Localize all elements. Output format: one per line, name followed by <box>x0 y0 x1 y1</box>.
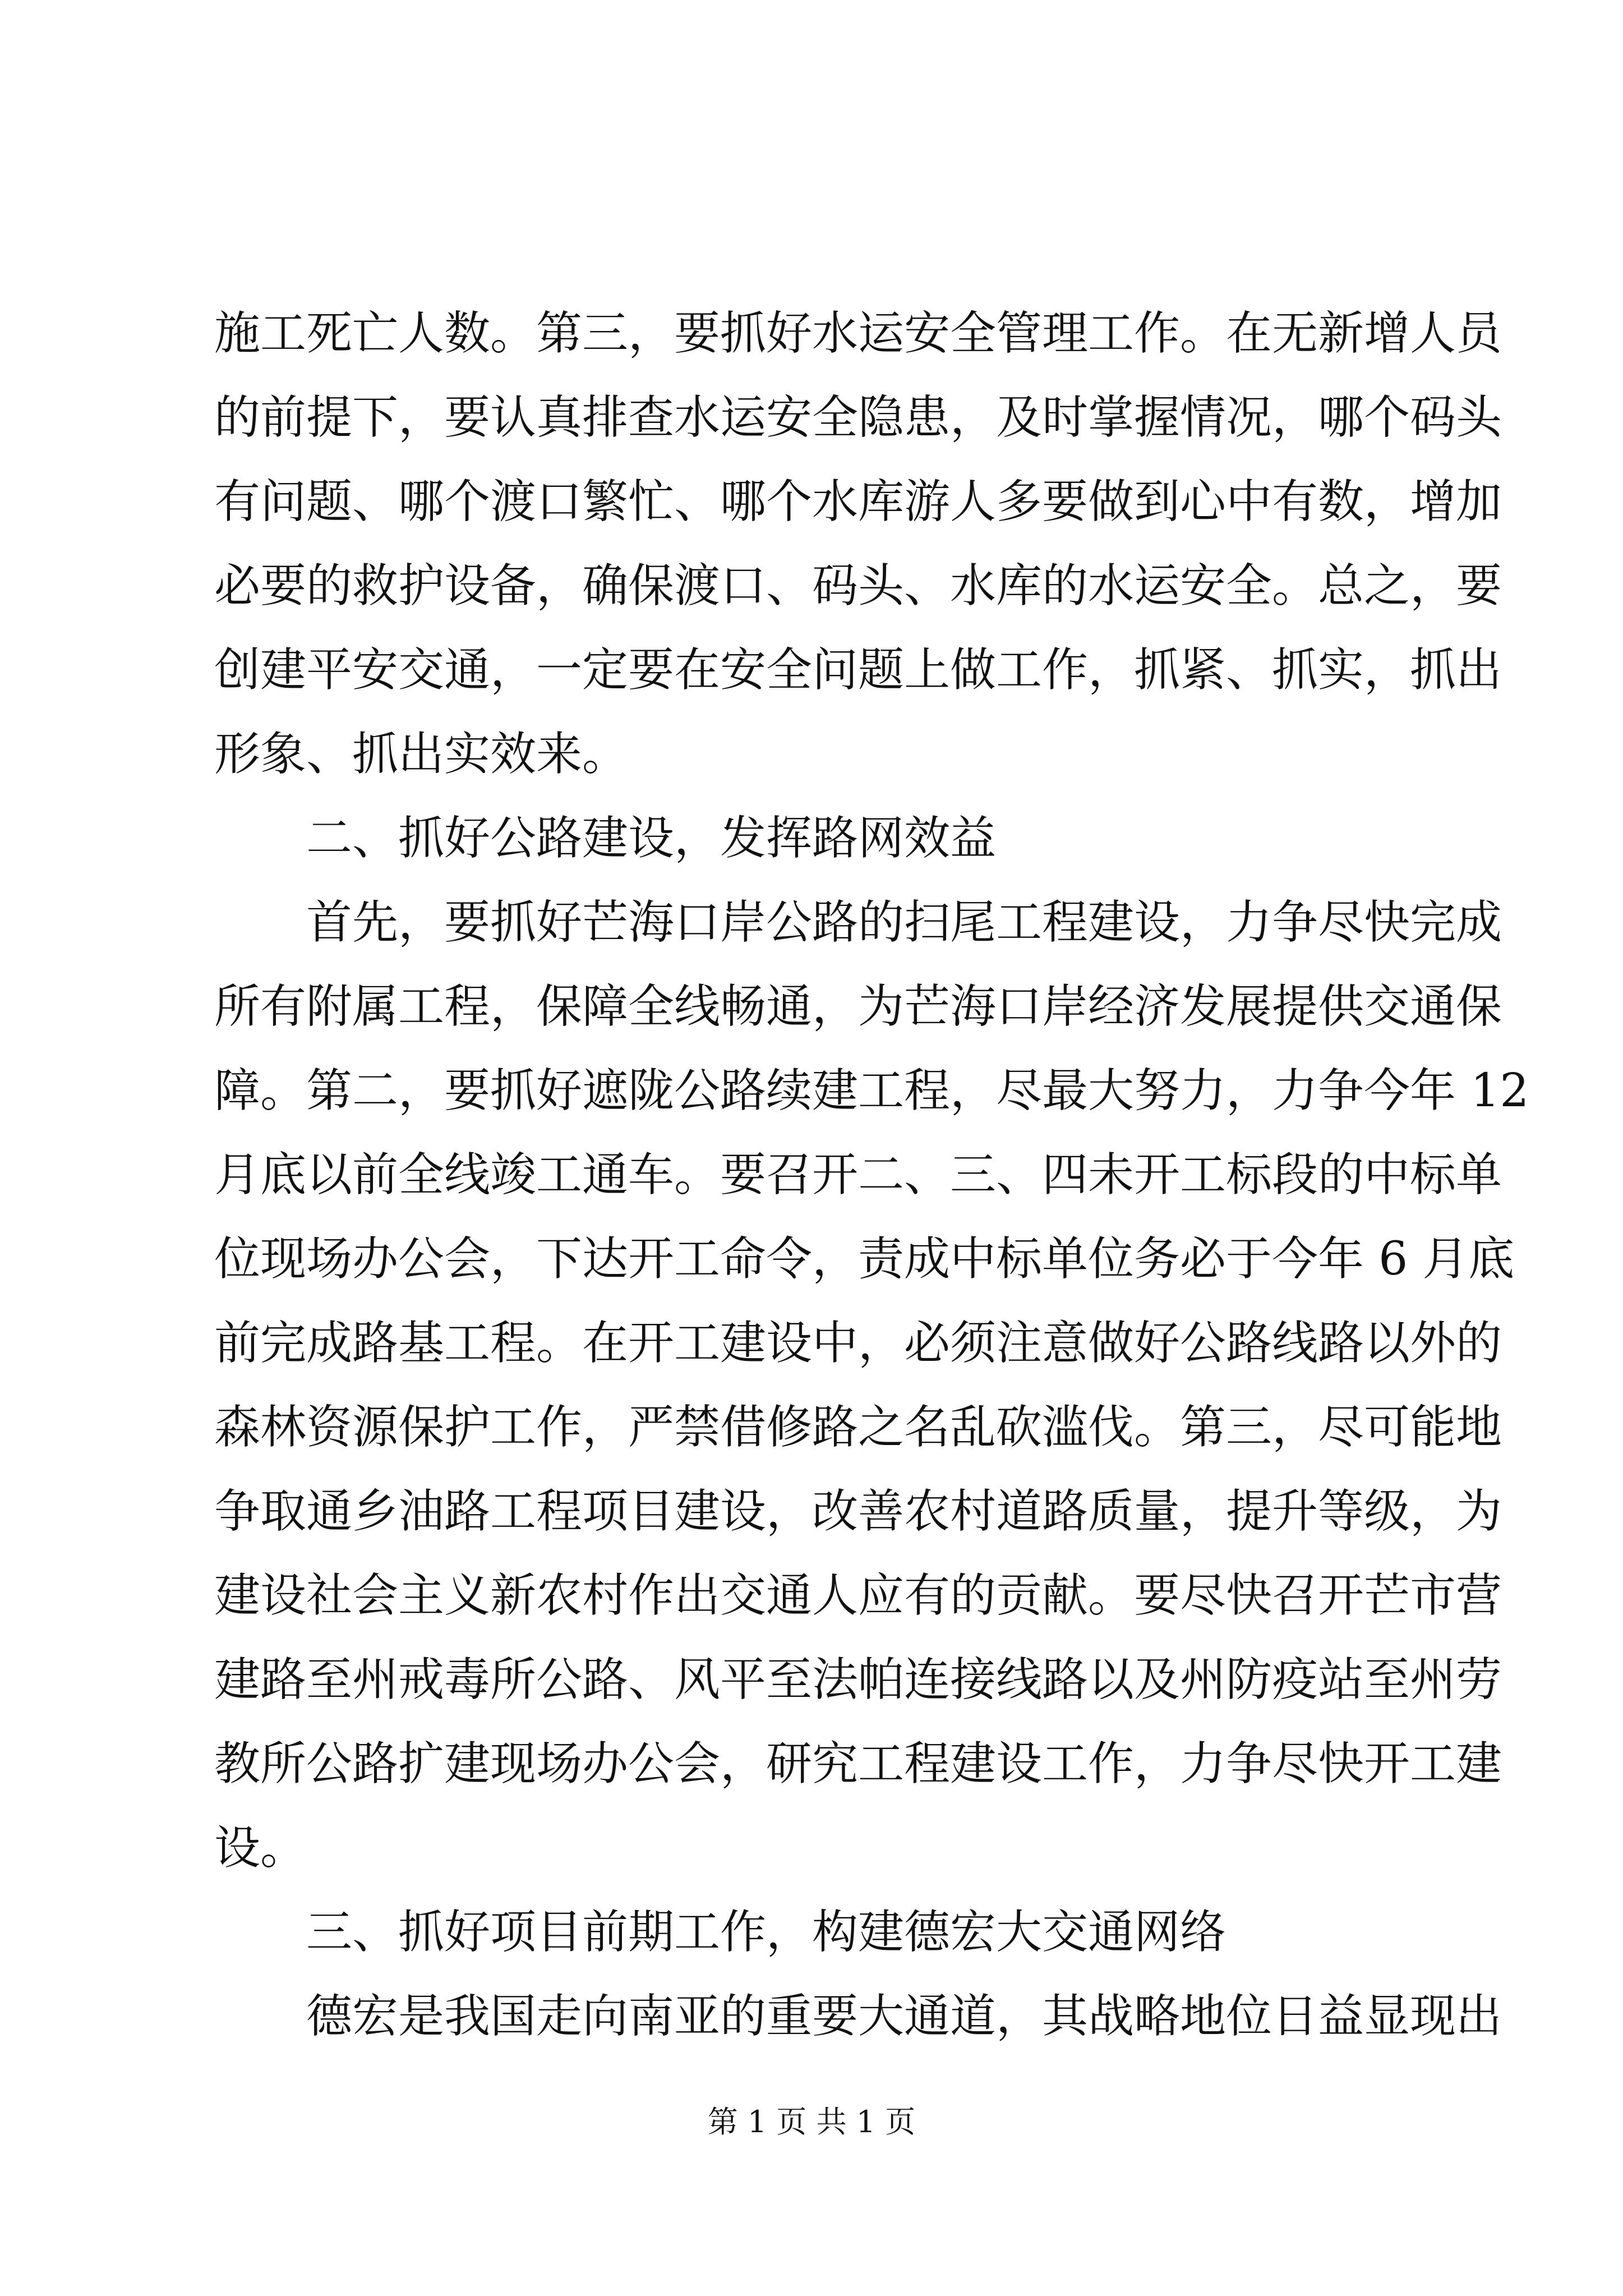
body-line: 设。 <box>214 1821 307 1875</box>
section-heading: 三、抓好项目前期工作，构建德宏大交通网络 <box>306 1906 1227 1959</box>
body-line: 前完成路基工程。在开工建设中，必须注意做好公路线路以外的 <box>214 1317 1502 1370</box>
body-line: 施工死亡人数。第三，要抓好水运安全管理工作。在无新增人员 <box>214 307 1502 360</box>
body-line: 建设社会主义新农村作出交通人应有的贡献。要尽快召开芒市营 <box>214 1569 1502 1622</box>
body-line: 的前提下，要认真排查水运安全隐患，及时掌握情况，哪个码头 <box>214 391 1502 444</box>
body-line: 德宏是我国走向南亚的重要大通道，其战略地位日益显现出 <box>306 1990 1502 2043</box>
page-number-footer: 第 1 页 共 1 页 <box>707 2104 916 2139</box>
body-line: 森林资源保护工作，严禁借修路之名乱砍滥伐。第三，尽可能地 <box>214 1401 1502 1454</box>
body-line: 位现场办公会，下达开工命令，责成中标单位务必于今年 6 月底 <box>214 1232 1515 1286</box>
body-line: 教所公路扩建现场办公会，研究工程建设工作，力争尽快开工建 <box>214 1737 1502 1791</box>
body-line: 创建平安交通，一定要在安全问题上做工作，抓紧、抓实，抓出 <box>214 643 1502 697</box>
body-line: 争取通乡油路工程项目建设，改善农村道路质量，提升等级，为 <box>214 1485 1502 1538</box>
body-line: 月底以前全线竣工通车。要召开二、三、四未开工标段的中标单 <box>214 1148 1502 1202</box>
body-line: 障。第二，要抓好遮陇公路续建工程，尽最大努力，力争今年 12 <box>214 1064 1529 1117</box>
body-line: 首先，要抓好芒海口岸公路的扫尾工程建设，力争尽快完成 <box>306 896 1502 949</box>
body-line: 形象、抓出实效来。 <box>214 728 629 781</box>
body-line: 所有附属工程，保障全线畅通，为芒海口岸经济发展提供交通保 <box>214 980 1502 1033</box>
body-line: 必要的救护设备，确保渡口、码头、水库的水运安全。总之，要 <box>214 559 1502 613</box>
body-line: 有问题、哪个渡口繁忙、哪个水库游人多要做到心中有数，增加 <box>214 475 1502 528</box>
body-line: 建路至州戒毒所公路、风平至法帕连接线路以及州防疫站至州劳 <box>214 1653 1502 1706</box>
section-heading: 二、抓好公路建设，发挥路网效益 <box>306 812 997 865</box>
document-body <box>214 292 1529 2059</box>
